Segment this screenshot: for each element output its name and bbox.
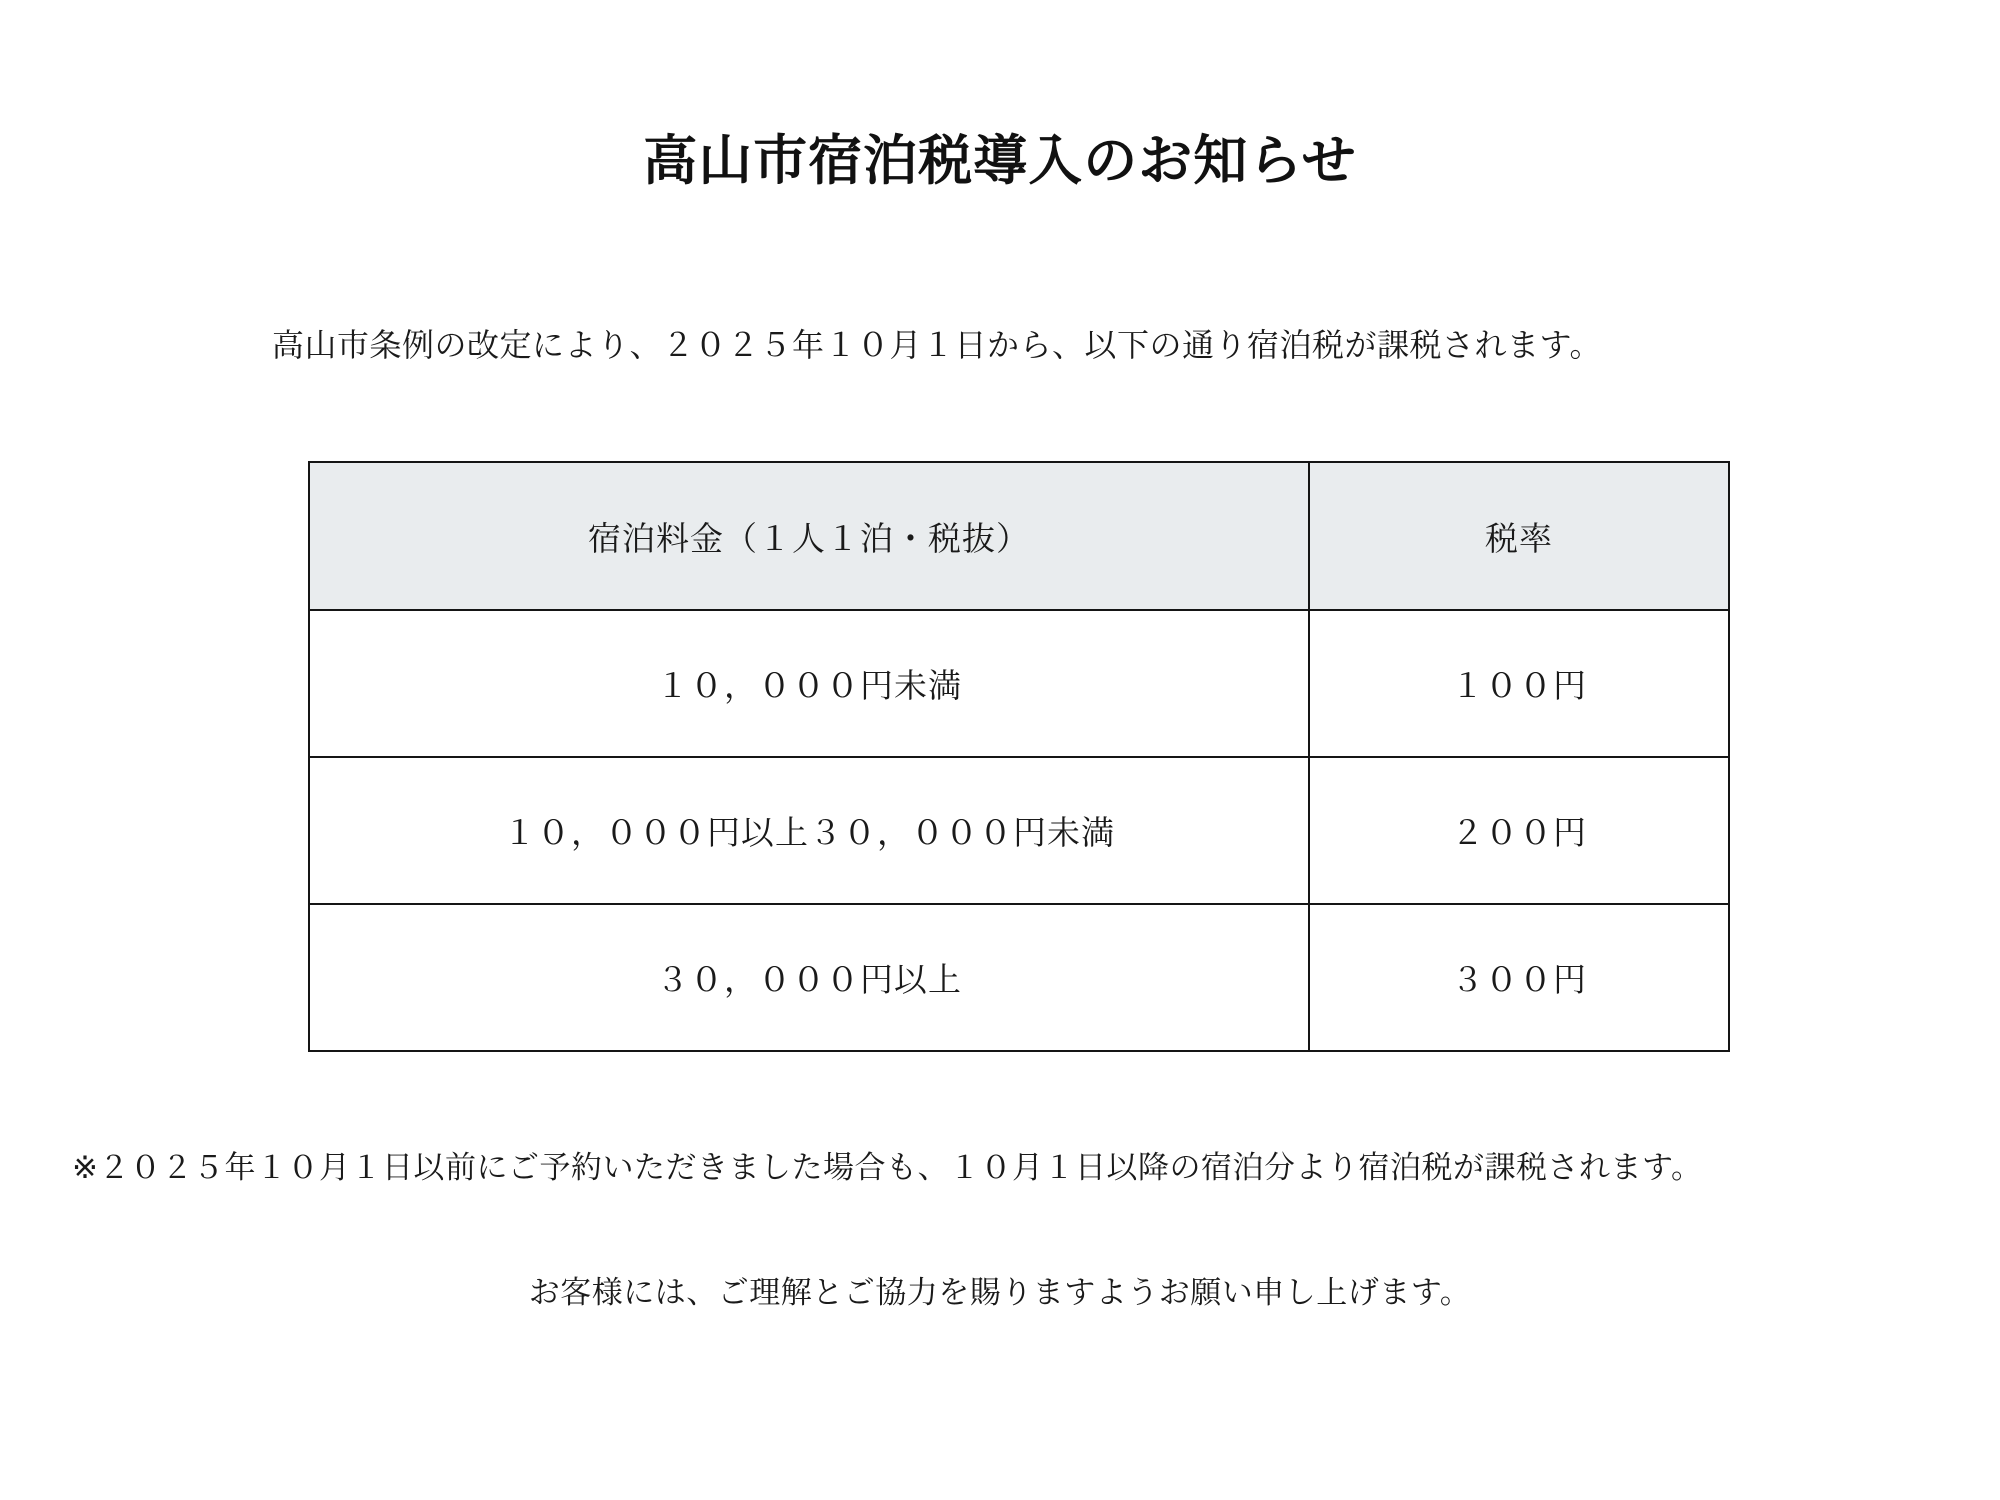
column-header-rate: 税率 xyxy=(1309,462,1729,610)
cell-rate: ３００円 xyxy=(1309,904,1729,1051)
page-title: 高山市宿泊税導入のお知らせ xyxy=(643,129,1357,192)
closing-text: お客様には、ご理解とご協力を賜りますようお願い申し上げます。 xyxy=(528,1275,1472,1311)
cell-fee: ３０，０００円以上 xyxy=(309,904,1309,1051)
note-text: ※２０２５年１０月１日以前にご予約いただきました場合も、１０月１日以降の宿泊分より宿泊税が課税されます。 xyxy=(72,1150,1703,1186)
table-row xyxy=(309,610,1729,757)
column-header-fee: 宿泊料金（１人１泊・税抜） xyxy=(309,462,1309,610)
cell-fee: １０，０００円以上３０，０００円未満 xyxy=(309,757,1309,904)
table-header xyxy=(309,462,1729,610)
table-row xyxy=(309,757,1729,904)
intro-paragraph: 高山市条例の改定により、２０２５年１０月１日から、以下の通り宿泊税が課税されます。 xyxy=(272,326,1602,364)
tax-table-container xyxy=(0,366,2000,1052)
cell-fee: １０，０００円未満 xyxy=(309,610,1309,757)
cell-rate: ２００円 xyxy=(1309,757,1729,904)
table-row xyxy=(309,904,1729,1051)
cell-rate: １００円 xyxy=(1309,610,1729,757)
table-header-row xyxy=(309,462,1729,610)
table-body xyxy=(309,610,1729,1051)
tax-rate-table xyxy=(308,461,1730,1052)
